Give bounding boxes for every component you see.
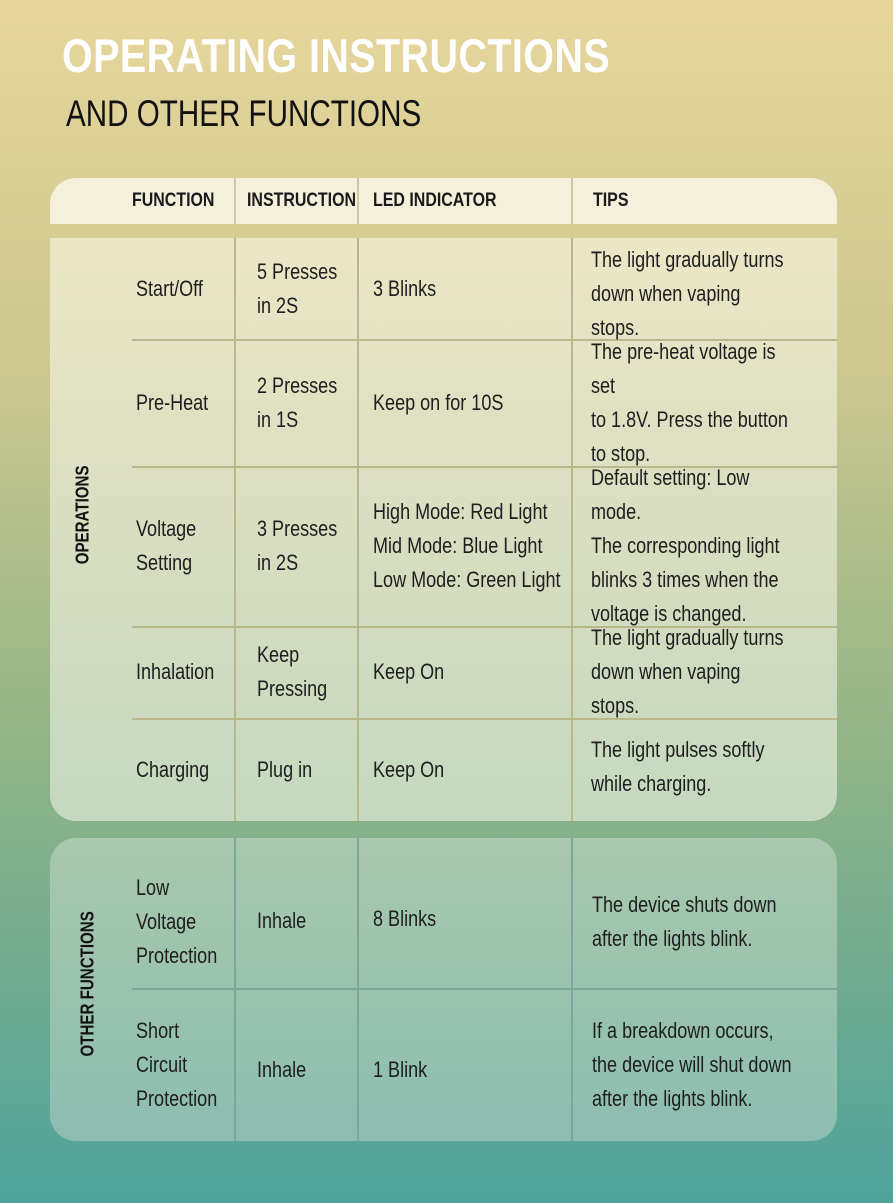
row-inhalation-tips: The light gradually turns down when vaping stops. [591, 625, 784, 718]
row-short-circuit-function: Short Circuit Protection [136, 1017, 218, 1111]
row-voltage-setting-tips: Default setting: Low mode. The corresponding light blinks 3 times when the voltage is changed. [591, 465, 780, 626]
header-tips: TIPS [593, 190, 629, 211]
row-start-off-instruction: 5 Presses in 2S [257, 258, 338, 318]
row-inhalation-led: Keep On [373, 659, 445, 684]
row-voltage-setting-instruction: 3 Presses in 2S [257, 516, 338, 575]
row-start-off-led: 3 Blinks [373, 275, 437, 301]
row-low-voltage-instruction: Inhale [257, 908, 307, 933]
row-pre-heat-led: Keep on for 10S [373, 389, 504, 415]
row-inhalation-instruction: Keep Pressing [257, 642, 328, 701]
operations-section [50, 238, 837, 821]
row-pre-heat-instruction: 2 Presses in 1S [257, 372, 338, 432]
row-charging-led: Keep On [373, 756, 445, 782]
header-divider [357, 178, 359, 224]
row-charging-function: Charging [136, 756, 210, 782]
other-functions-section [50, 838, 837, 1141]
header-instruction: INSTRUCTION [247, 190, 357, 211]
header-divider [234, 178, 236, 224]
row-short-circuit-instruction: Inhale [257, 1057, 307, 1082]
row-charging-instruction: Plug in [257, 756, 313, 782]
operations-label: OPERATIONS [72, 465, 93, 565]
column-divider [357, 238, 359, 821]
header-led-indicator: LED INDICATOR [373, 190, 497, 211]
row-voltage-setting-led: High Mode: Red Light Mid Mode: Blue Light Low Mode: Green Light [373, 499, 561, 592]
row-short-circuit-led: 1 Blink [373, 1057, 428, 1082]
page-subtitle: AND OTHER FUNCTIONS [66, 93, 422, 134]
row-voltage-setting-function: Voltage Setting [136, 516, 197, 575]
page-title: OPERATING INSTRUCTIONS [62, 29, 611, 82]
row-short-circuit-tips: If a breakdown occurs, the device will shut down after the lights blink. [592, 1017, 792, 1111]
row-charging-tips: The light pulses softly while charging. [591, 736, 765, 796]
header-divider [571, 178, 573, 224]
table-header [50, 178, 837, 224]
row-pre-heat-function: Pre-Heat [136, 389, 209, 415]
column-divider [234, 238, 236, 821]
row-pre-heat-tips: The pre-heat voltage is set to 1.8V. Press the button to stop. [591, 338, 788, 466]
row-low-voltage-function: Low Voltage Protection [136, 875, 218, 968]
row-low-voltage-tips: The device shuts down after the lights blink. [592, 892, 777, 951]
row-inhalation-function: Inhalation [136, 659, 215, 684]
row-start-off-function: Start/Off [136, 275, 203, 301]
row-low-voltage-led: 8 Blinks [373, 906, 437, 931]
row-start-off-tips: The light gradually turns down when vaping stops. [591, 247, 784, 340]
other-functions-label: OTHER FUNCTIONS [77, 911, 98, 1057]
header-function: FUNCTION [132, 190, 215, 211]
